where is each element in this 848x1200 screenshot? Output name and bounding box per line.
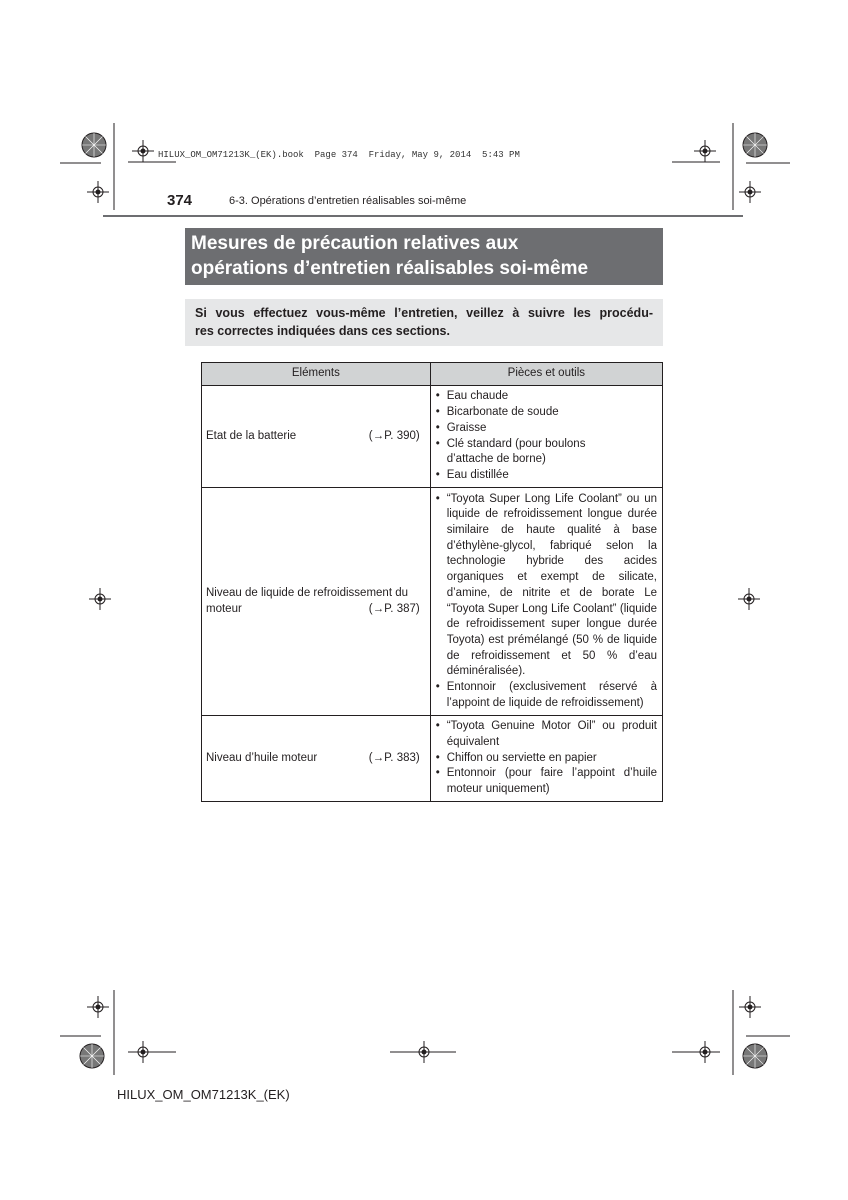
crosshair-mark <box>738 588 760 610</box>
registration-mark-bottom-right <box>742 1043 768 1069</box>
list-item: • Entonnoir (exclusivement réservé à l’appoint de liquide de refroidissement) <box>434 680 657 711</box>
notice-line: res correctes indiquées dans ces sections. <box>195 324 450 338</box>
tools-cell <box>430 488 662 716</box>
list-item: • “Toyota Genuine Motor Oil” ou produit équivalent <box>434 719 657 750</box>
crosshair-mark <box>413 1041 435 1063</box>
list-item: • Clé standard (pour boulons d’attache de borne) <box>434 437 657 468</box>
table-row <box>202 386 663 488</box>
crosshair-mark <box>694 1041 716 1063</box>
list-item: • Bicarbonate de soude <box>434 405 657 421</box>
registration-mark-top-left <box>81 132 107 158</box>
crosshair-mark <box>739 996 761 1018</box>
crosshair-mark <box>89 588 111 610</box>
crosshair-mark <box>132 1041 154 1063</box>
parts-table <box>201 362 663 802</box>
footer-code: HILUX_OM_OM71213K_(EK) <box>117 1087 290 1102</box>
registration-mark-top-right <box>742 132 768 158</box>
page-ref: (→P. 390) <box>368 429 420 442</box>
registration-mark-bottom-left <box>79 1043 105 1069</box>
notice-line: Si vous effectuez vous-même l’entretien, veillez à suivre les procédu- <box>195 306 653 320</box>
list-item: • Eau distillée <box>434 468 657 484</box>
list-item: • Eau chaude <box>434 389 657 405</box>
header-rule <box>103 215 743 217</box>
crosshair-mark <box>132 140 154 162</box>
crosshair-mark <box>694 140 716 162</box>
notice-box <box>185 299 663 346</box>
page-ref: (→P. 383) <box>368 751 420 764</box>
list-item: • Graisse <box>434 421 657 437</box>
item-cell <box>202 386 431 488</box>
column-header-elements: Eléments <box>202 363 431 386</box>
crosshair-mark <box>739 181 761 203</box>
page-title <box>185 228 663 285</box>
tools-cell <box>430 716 662 802</box>
item-cell <box>202 716 431 802</box>
item-label: moteur <box>206 602 242 615</box>
column-header-tools: Pièces et outils <box>430 363 662 386</box>
page-title-line: Mesures de précaution relatives aux <box>191 233 519 254</box>
page-ref: (→P. 387) <box>368 602 420 615</box>
list-item: • Entonnoir (pour faire l’appoint d’huile moteur uniquement) <box>434 766 657 797</box>
item-label: Niveau d’huile moteur <box>206 751 318 764</box>
crosshair-mark <box>87 181 109 203</box>
page-number: 374 <box>167 192 193 209</box>
crosshair-mark <box>87 996 109 1018</box>
table-row <box>202 716 663 802</box>
print-header: HILUX_OM_OM71213K_(EK).book Page 374 Friday, May 9, 2014 5:43 PM <box>158 150 520 160</box>
item-cell <box>202 488 431 716</box>
item-label: Etat de la batterie <box>206 429 297 442</box>
section-reference: 6-3. Opérations d’entretien réalisables soi-même <box>229 195 467 207</box>
list-item: • Chiffon ou serviette en papier <box>434 751 657 767</box>
list-item: • “Toyota Super Long Life Coolant” ou un liquide de refroidissement longue durée similaire de haute qualité à base d’éthylène-glycol, fabriqué selon la technologie hybride des acides organiques et exempt de silicate, d’amine, de nitrite et de borate Le “Toyota Super Long Life Coolant” (liquide de refroidissement super longue durée Toyota) est prémélangé (50 % de liquide de refroidissement et 50 % d’eau déminéralisée). <box>434 492 657 680</box>
table-row <box>202 488 663 716</box>
table-header-row <box>202 363 663 386</box>
page-title-line: opérations d’entretien réalisables soi-même <box>191 258 589 279</box>
tools-cell <box>430 386 662 488</box>
item-label: Niveau de liquide de refroidissement du <box>206 586 409 599</box>
